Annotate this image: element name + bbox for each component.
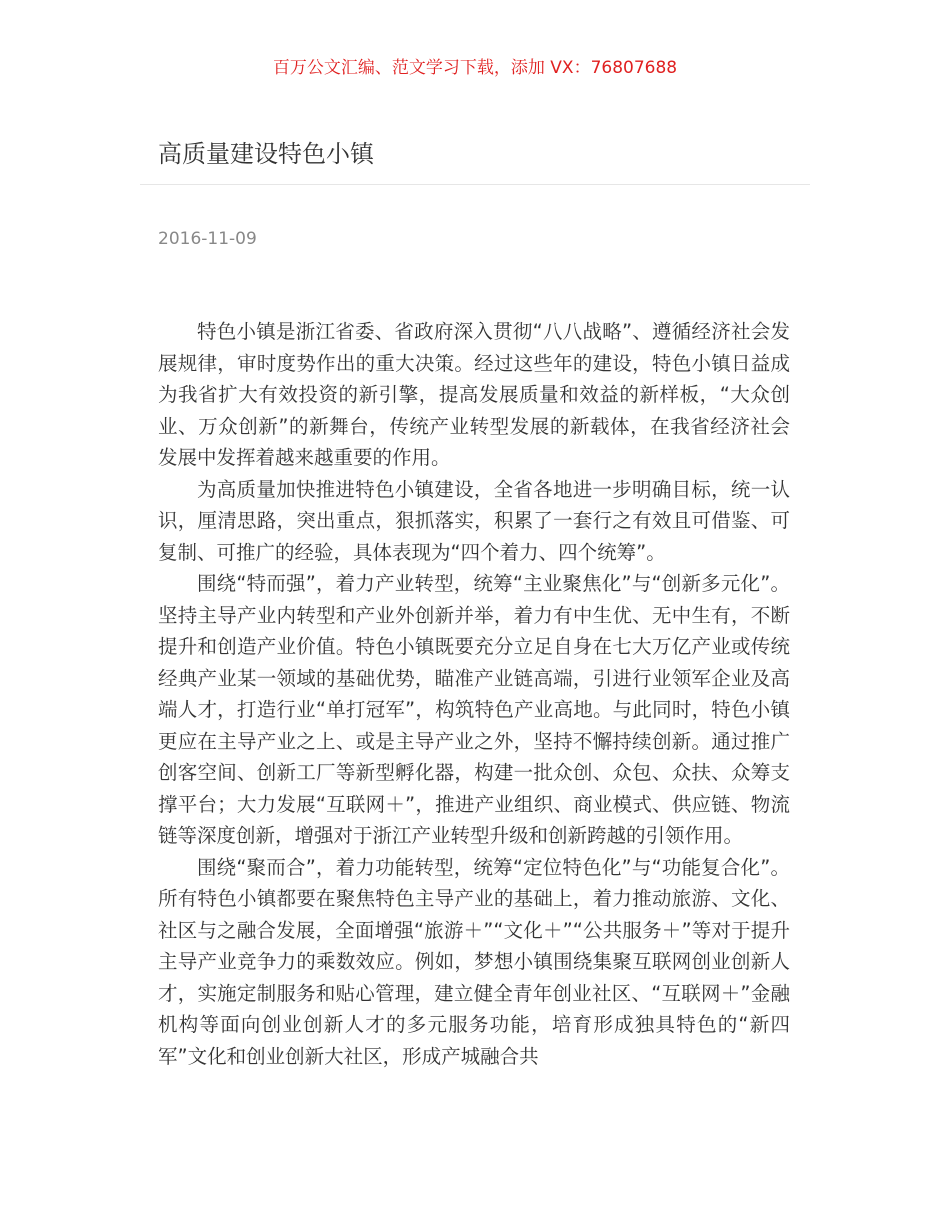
article-title: 高质量建设特色小镇 — [158, 140, 374, 168]
article-body — [158, 316, 790, 1072]
paragraph: 特色小镇是浙江省委、省政府深入贯彻“八八战略”、遵循经济社会发展规律，审时度势作出的重大决策。经过这些年的建设，特色小镇日益成为我省扩大有效投资的新引擎，提高发展质量和效益的新样板，“大众创业、万众创新”的新舞台，传统产业转型发展的新载体，在我省经济社会发展中发挥着越来越重要的作用。 — [158, 320, 790, 469]
title-divider — [140, 184, 810, 185]
paragraph: 围绕“聚而合”，着力功能转型，统筹“定位特色化”与“功能复合化”。所有特色小镇都要在聚焦特色主导产业的基础上，着力推动旅游、文化、社区与之融合发展，全面增强“旅游＋”“文化＋”“公共服务＋”等对于提升主导产业竞争力的乘数效应。例如，梦想小镇围绕集聚互联网创业创新人才，实施定制服务和贴心管理，建立健全青年创业社区、“互联网＋”金融机构等面向创业创新人才的多元服务功能，培育形成独具特色的“新四军”文化和创业创新大社区，形成产城融合共 — [158, 855, 790, 1068]
promo-banner: 百万公文汇编、范文学习下载，添加 VX：76807688 — [272, 58, 678, 78]
paragraph: 围绕“特而强”，着力产业转型，统筹“主业聚焦化”与“创新多元化”。坚持主导产业内转型和产业外创新并举，着力有中生优、无中生有，不断提升和创造产业价值。特色小镇既要充分立足自身在七大万亿产业或传统经典产业某一领域的基础优势，瞄准产业链高端，引进行业领军企业及高端人才，打造行业“单打冠军”，构筑特色产业高地。与此同时，特色小镇更应在主导产业之上、或是主导产业之外，坚持不懈持续创新。通过推广创客空间、创新工厂等新型孵化器，构建一批众创、众包、众扶、众筹支撑平台；大力发展“互联网＋”，推进产业组织、商业模式、供应链、物流链等深度创新，增强对于浙江产业转型升级和创新跨越的引领作用。 — [158, 572, 790, 847]
paragraph: 为高质量加快推进特色小镇建设，全省各地进一步明确目标，统一认识，厘清思路，突出重点，狠抓落实，积累了一套行之有效且可借鉴、可复制、可推广的经验，具体表现为“四个着力、四个统筹”。 — [158, 477, 790, 564]
publish-date: 2016-11-09 — [158, 229, 257, 249]
